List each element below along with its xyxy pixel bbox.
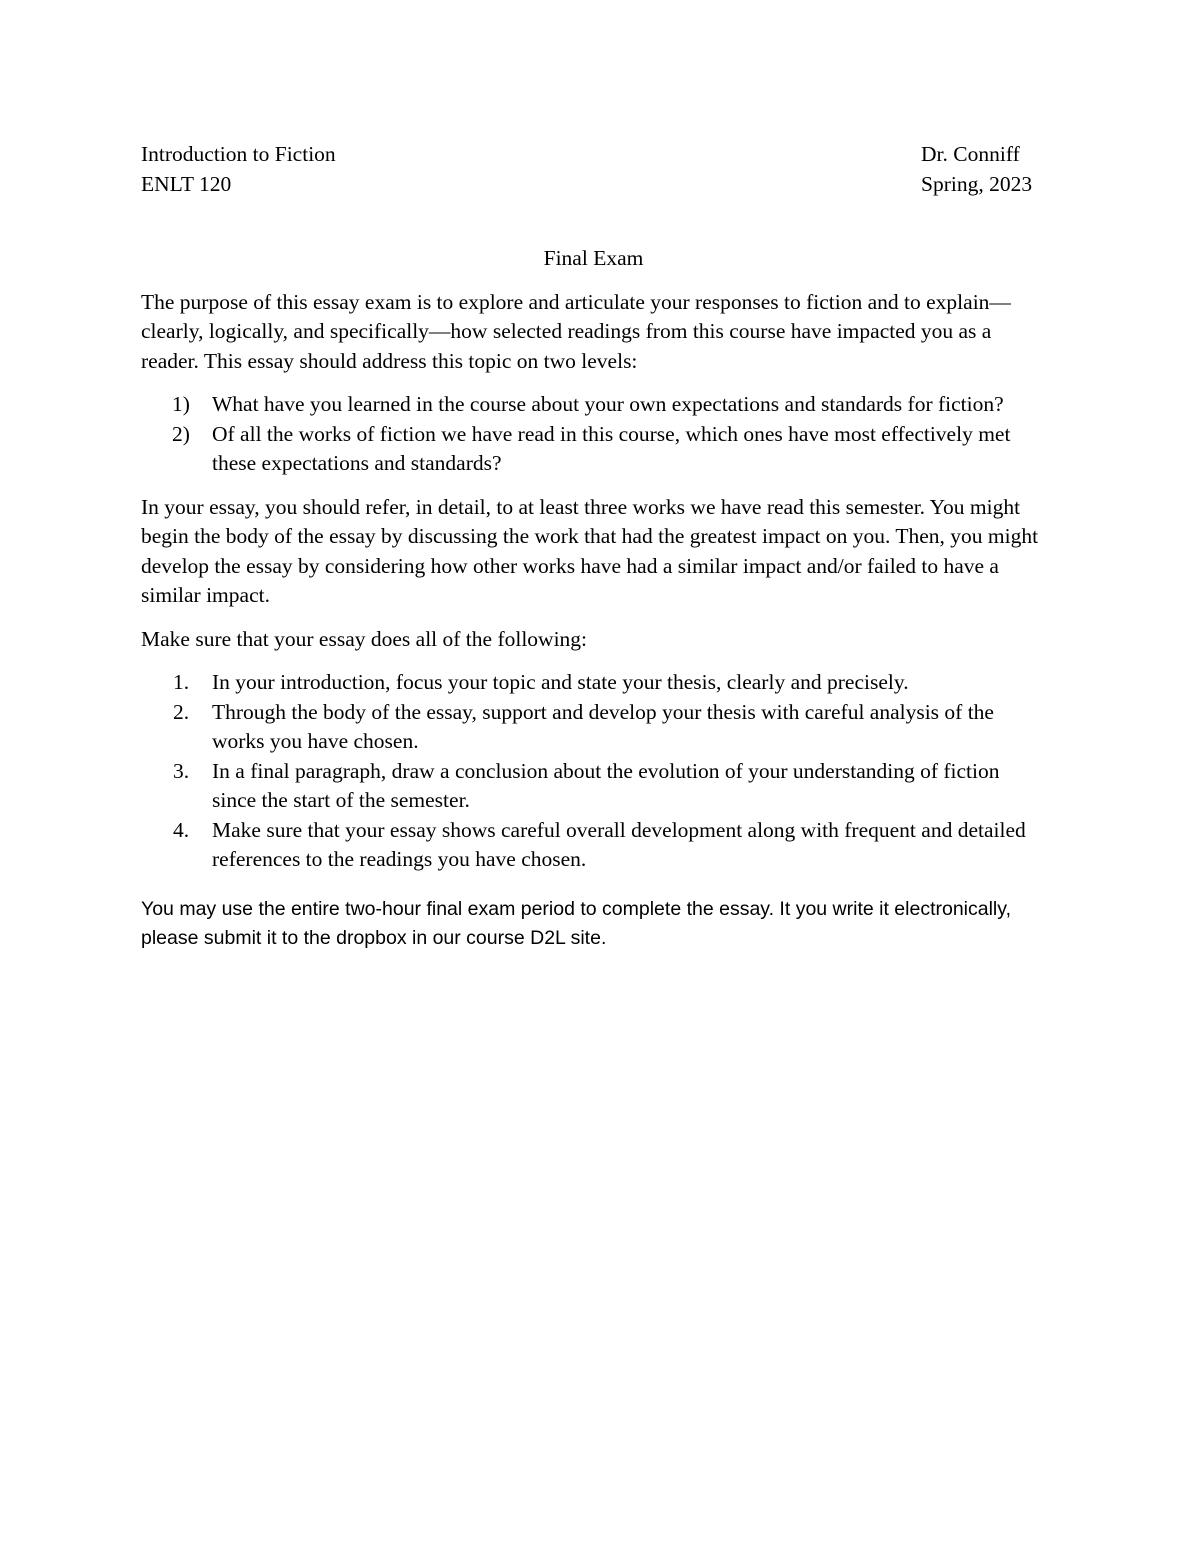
- body-paragraph: In your essay, you should refer, in detail, to at least three works we have read this semester. You might begin the body of the essay by discussing the work that had the greatest impact on you. Then, you might develop the essay by considering how other works have had a similar impact and/or failed to have a similar impact.: [141, 494, 1039, 607]
- list-marker: 2.: [173, 699, 190, 724]
- instructor-info: [921, 140, 1046, 199]
- list-item-text: What have you learned in the course about your own expectations and standards for fiction?: [212, 392, 1004, 416]
- list-item: [141, 420, 1046, 479]
- list-marker: 1.: [173, 670, 190, 694]
- list-item: [141, 816, 1046, 875]
- course-name: Introduction to Fiction: [141, 142, 336, 166]
- instructor-name: Dr. Conniff: [921, 142, 1020, 166]
- document-title: Final Exam: [543, 246, 644, 270]
- list-item-text: In a final paragraph, draw a conclusion about the evolution of your understanding of fiction since the start of the semester.: [212, 758, 1000, 812]
- list-item-text: Make sure that your essay shows careful overall development along with frequent and detailed references to the readings you have chosen.: [212, 817, 1026, 871]
- requirements-intro: Make sure that your essay does all of the following:: [141, 626, 588, 651]
- document-header: [141, 140, 1046, 199]
- levels-list: [141, 390, 1046, 479]
- list-item-text: In your introduction, focus your topic and state your thesis, clearly and precisely.: [212, 670, 909, 694]
- list-item: [141, 757, 1046, 816]
- list-item: [141, 698, 1046, 757]
- closing-note: You may use the entire two-hour final exam period to complete the essay. It you write it electronically, please submit it to the dropbox in our course D2L site.: [141, 897, 1011, 949]
- list-item-text: Of all the works of fiction we have read in this course, which ones have most effectively met these expectations and standards?: [212, 421, 1011, 475]
- term: Spring, 2023: [921, 171, 1033, 196]
- list-item-text: Through the body of the essay, support and develop your thesis with careful analysis of the works you have chosen.: [212, 699, 994, 753]
- course-info: [141, 140, 336, 199]
- document-page: [141, 140, 1046, 968]
- course-code: ENLT 120: [141, 171, 232, 196]
- list-item: [141, 390, 1046, 420]
- list-marker: 1): [172, 392, 190, 416]
- intro-paragraph: The purpose of this essay exam is to explore and articulate your responses to fiction and to explain—clearly, logically, and specifically—how selected readings from this course have impacted you as a reader. This essay should address this topic on two levels:: [141, 289, 1011, 373]
- list-marker: 4.: [173, 817, 190, 842]
- list-item: [141, 668, 1046, 698]
- requirements-list: [141, 668, 1046, 875]
- list-marker: 2): [172, 421, 190, 446]
- list-marker: 3.: [173, 758, 190, 783]
